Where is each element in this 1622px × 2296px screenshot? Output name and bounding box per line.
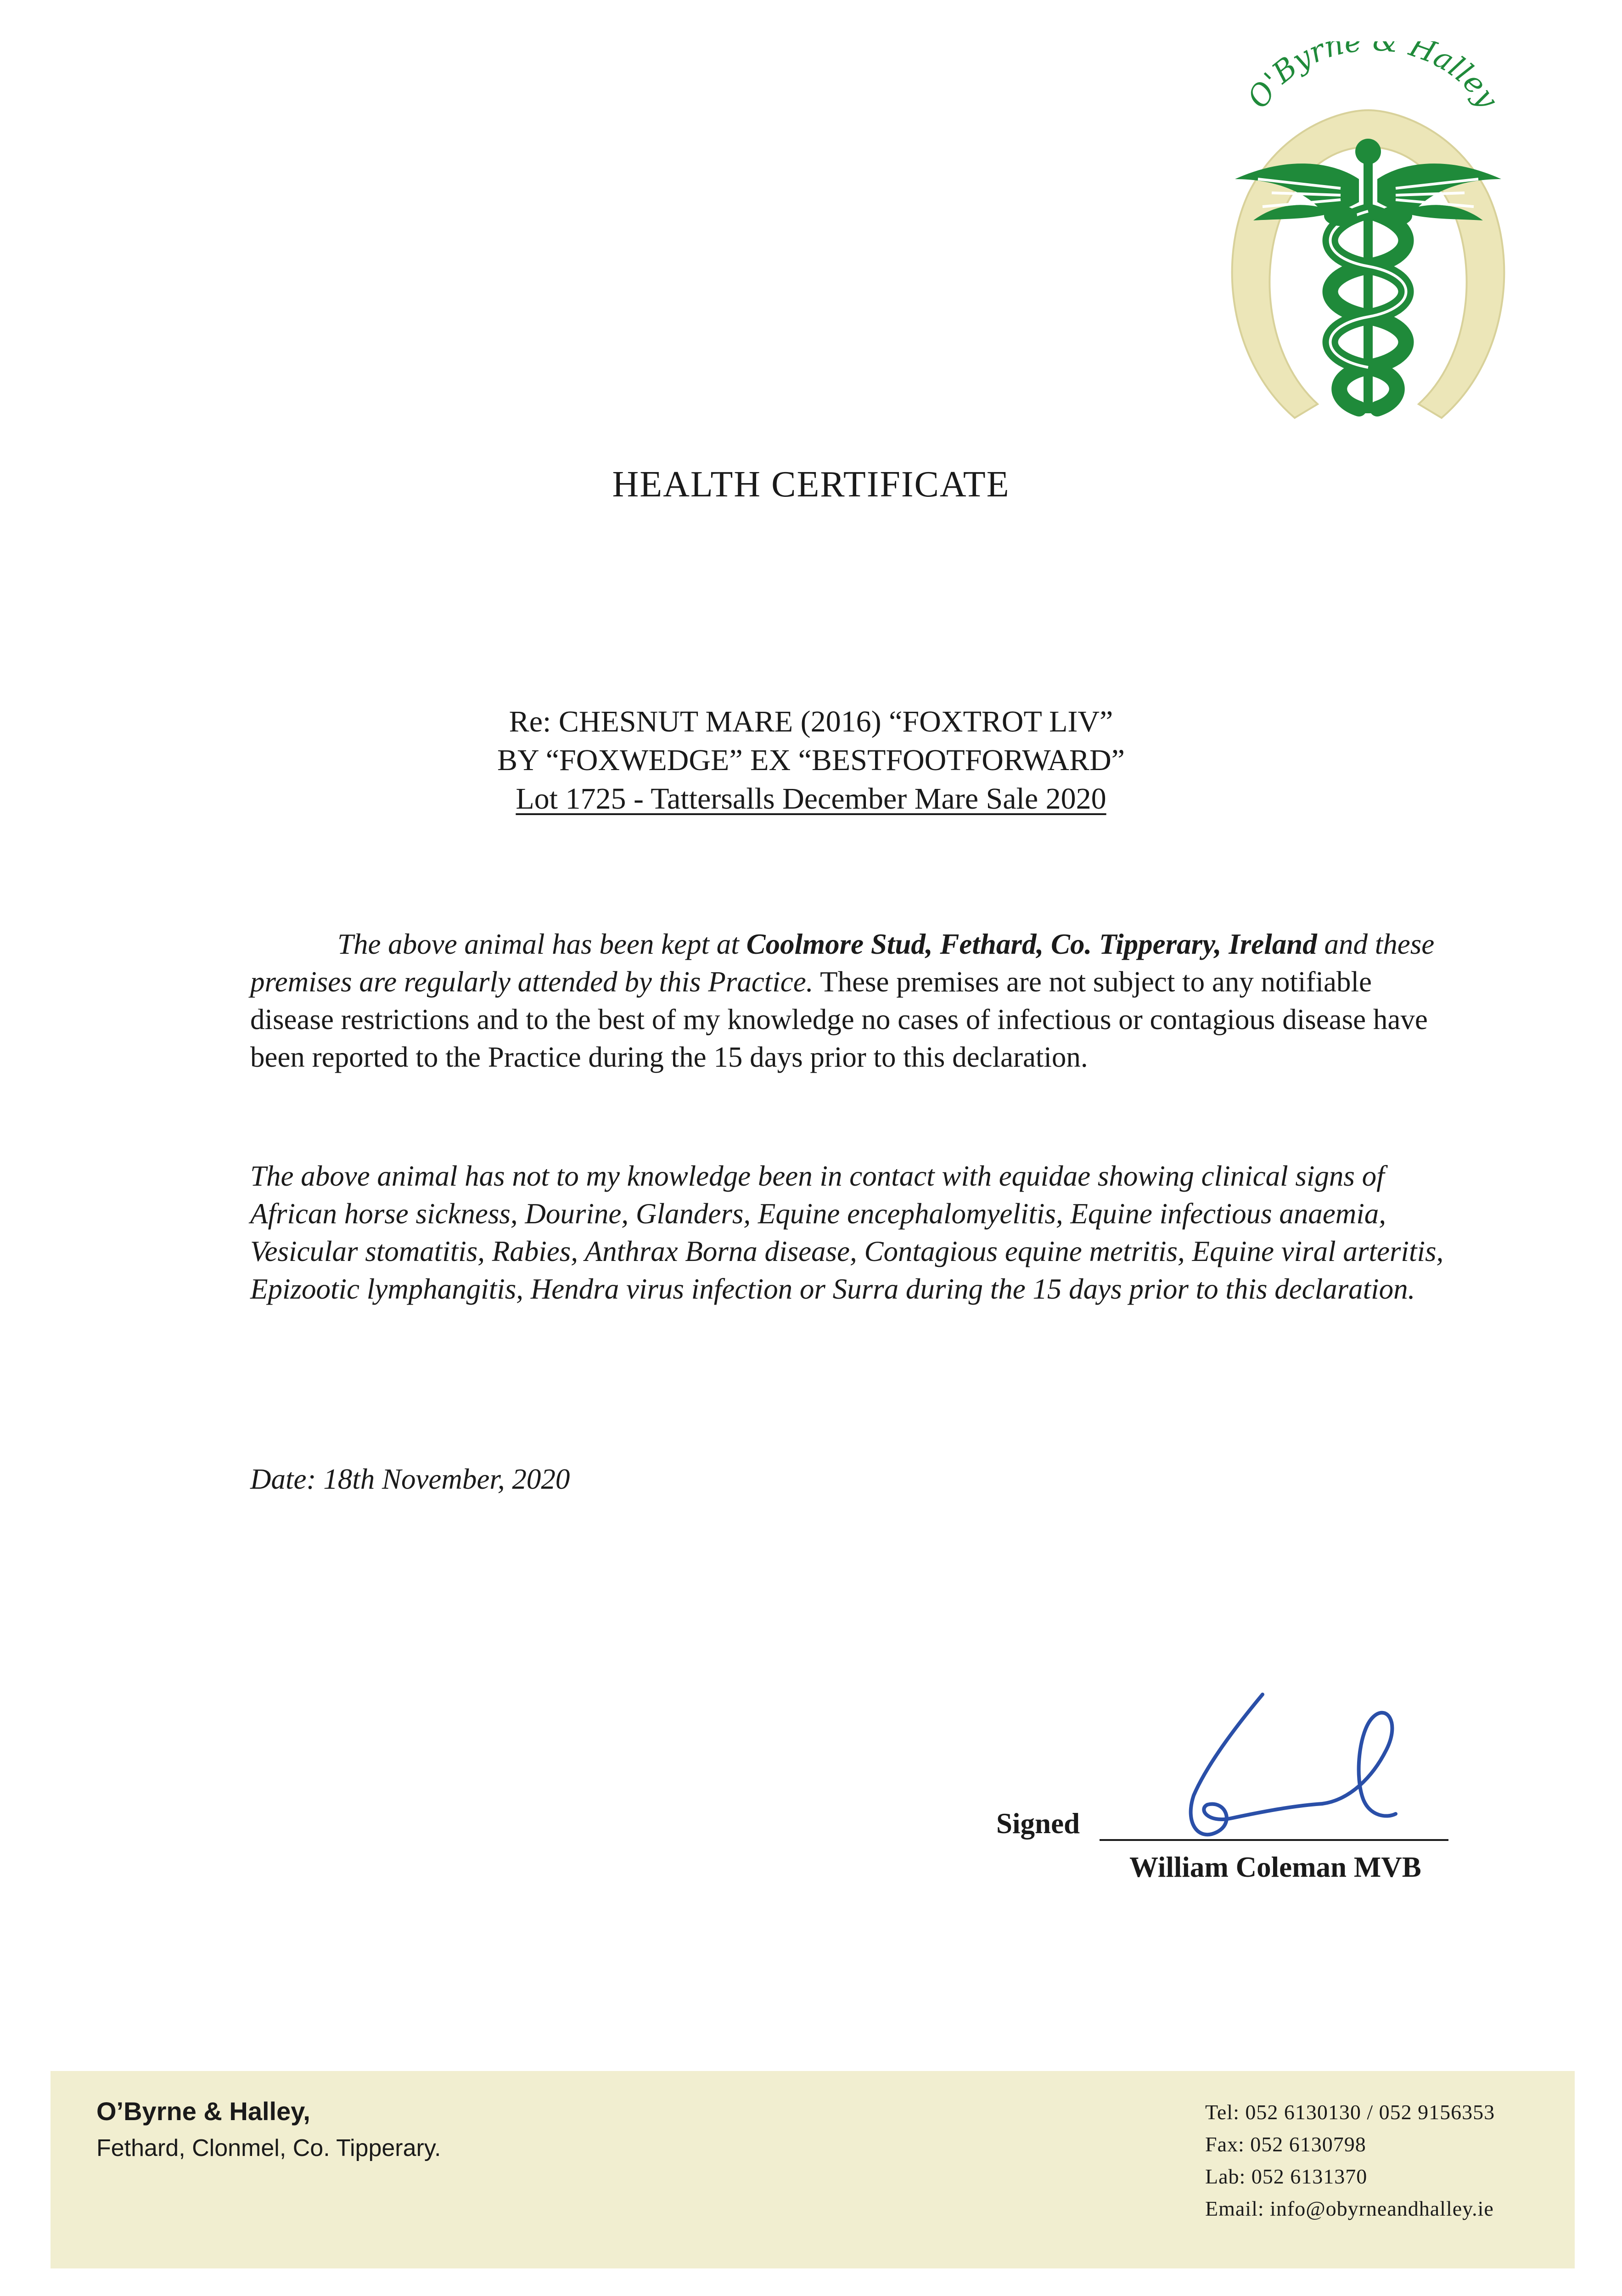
premises-paragraph [250, 925, 1453, 1076]
contact-paragraph: The above animal has not to my knowledge been in contact with equidae showing clinical signs of African horse sickness, Dourine, Glanders, Equine encephalomyelitis, Equine infectious anaemia, Vesicular stomatitis, Rabies, Anthrax Borna disease, Contagious equine metritis, Equine viral arteritis, Epizootic lymphangitis, Hendra virus infection or Surra during the 15 days prior to this declaration. [250, 1160, 1444, 1305]
signer-name: William Coleman MVB [1129, 1851, 1421, 1883]
subject-line-pedigree: BY “FOXWEDGE” EX “BESTFOOTFORWARD” [497, 743, 1125, 777]
premises-attended-text: and these premises are regularly attended by this Practice. [250, 928, 1435, 998]
handwritten-signature [1157, 1685, 1451, 1851]
certificate-date: Date: 18th November, 2020 [250, 1463, 570, 1495]
footer-telephone: Tel: 052 6130130 / 052 9156353 [1205, 2100, 1495, 2124]
footer-contact-block [1205, 2096, 1495, 2225]
footer-address: Fethard, Clonmel, Co. Tipperary. [96, 2135, 441, 2161]
footer-email: Email: info@obyrneandhalley.ie [1205, 2197, 1494, 2220]
premises-location: Coolmore Stud, Fethard, Co. Tipperary, Ireland [746, 928, 1317, 960]
signed-label: Signed [996, 1807, 1080, 1840]
footer-lab: Lab: 052 6131370 [1205, 2165, 1368, 2188]
subject-block [0, 703, 1622, 818]
caduceus-icon [1203, 41, 1533, 436]
svg-text:O'Byrne & Halley: O'Byrne & Halley [1241, 41, 1505, 115]
letterhead-footer [51, 2071, 1575, 2268]
document-title: HEALTH CERTIFICATE [612, 464, 1010, 505]
company-logo [1203, 41, 1533, 436]
premises-lead-text: The above animal has been kept at [337, 928, 746, 960]
signature-line [1100, 1839, 1448, 1841]
footer-address-block [96, 2096, 441, 2162]
premises-declaration-text: These premises are not subject to any notifiable disease restrictions and to the best of my knowledge no cases of infectious or contagious disease have been reported to the Practice during the 15 days prior to this declaration. [250, 966, 1428, 1073]
footer-company-name: O’Byrne & Halley, [96, 2097, 310, 2126]
footer-fax: Fax: 052 6130798 [1205, 2133, 1366, 2156]
subject-line-lot: Lot 1725 - Tattersalls December Mare Sale 2020 [516, 782, 1106, 816]
subject-line-horse: Re: CHESNUT MARE (2016) “FOXTROT LIV” [509, 705, 1113, 738]
